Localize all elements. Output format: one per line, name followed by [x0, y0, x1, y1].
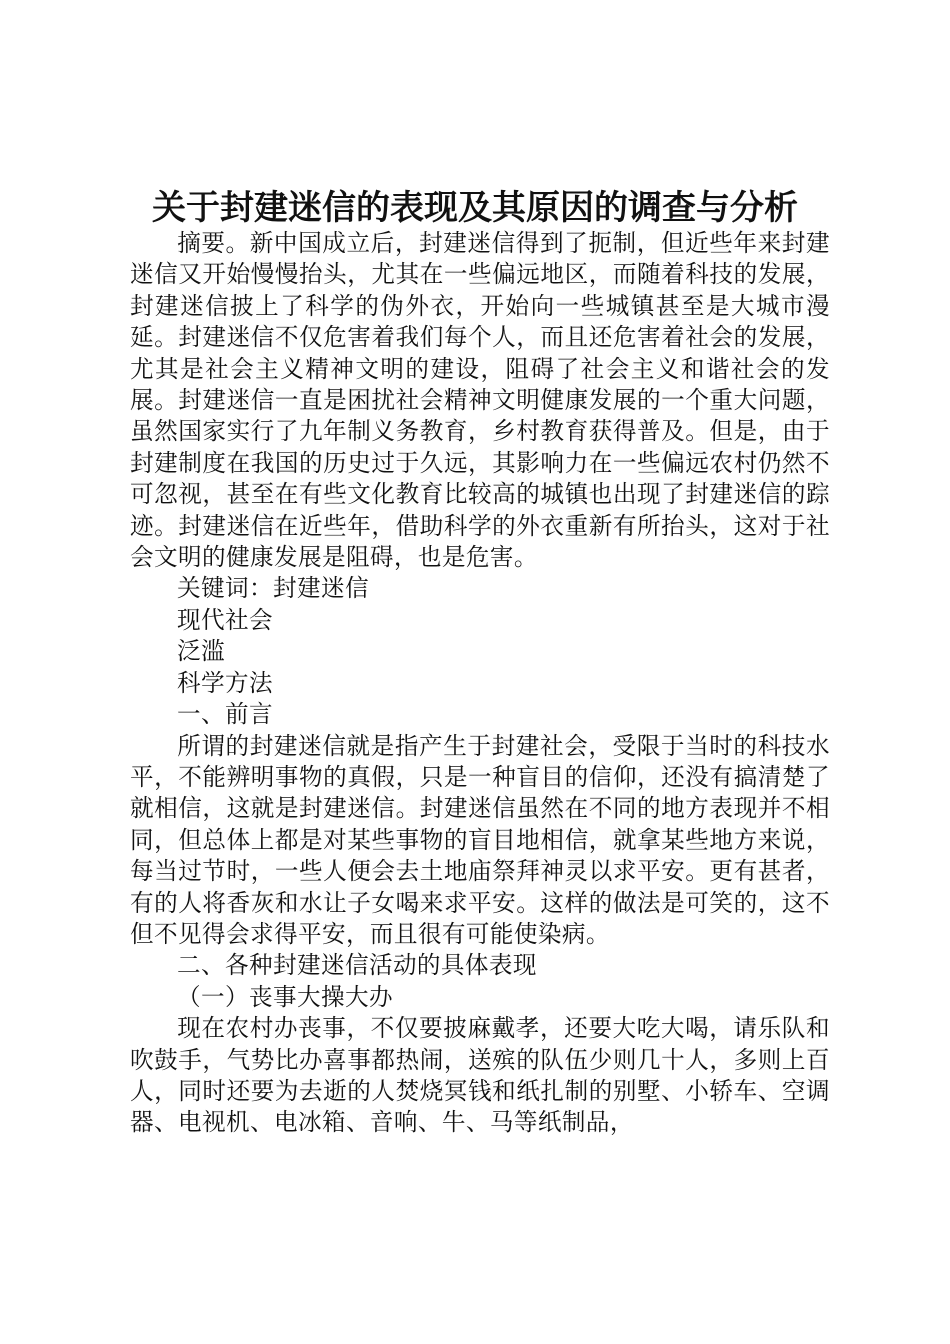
- keyword-item: 现代社会: [177, 605, 273, 634]
- keywords-line: 关键词：封建迷信: [177, 574, 369, 603]
- preface-paragraph: 所谓的封建迷信就是指产生于封建社会，受限于当时的科技水平，不能辨明事物的真假，只是一种盲目的信仰，还没有搞清楚了就相信，这就是封建迷信。封建迷信虽然在不同的地方表现并不相同，但总体上都是对某些事物的盲目地相信，就拿某些地方来说，每当过节时，一些人便会去土地庙祭拜神灵以求平安。更有甚者，有的人将香灰和水让子女喝来求平安。这样的做法是可笑的，这不但不见得会求得平安，而且很有可能使染病。: [130, 731, 830, 948]
- funerals-paragraph: 现在农村办丧事，不仅要披麻戴孝，还要大吃大喝，请乐队和吹鼓手，气势比办喜事都热闹，送殡的队伍少则几十人，多则上百人，同时还要为去逝的人焚烧冥钱和纸扎制的别墅、小轿车、空调器、电视机、电冰箱、音响、牛、马等纸制品，: [130, 1014, 830, 1137]
- document-title: 关于封建迷信的表现及其原因的调查与分析: [152, 188, 798, 228]
- abstract-paragraph: 摘要。新中国成立后，封建迷信得到了扼制，但近些年来封建迷信又开始慢慢抬头，尤其在一些偏远地区，而随着科技的发展，封建迷信披上了科学的伪外衣，开始向一些城镇甚至是大城市漫延。封建迷信不仅危害着我们每个人，而且还危害着社会的发展，尤其是社会主义精神文明的建设，阻碍了社会主义和谐社会的发展。封建迷信一直是困扰社会精神文明健康发展的一个重大问题，虽然国家实行了九年制义务教育，乡村教育获得普及。但是，由于封建制度在我国的历史过于久远，其影响力在一些偏远农村仍然不可忽视，甚至在有些文化教育比较高的城镇也出现了封建迷信的踪迹。封建迷信在近些年，借助科学的外衣重新有所抬头，这对于社会文明的健康发展是阻碍，也是危害。: [130, 229, 830, 572]
- section-heading-manifestations: 二、各种封建迷信活动的具体表现: [177, 951, 537, 980]
- keyword-item: 科学方法: [177, 668, 273, 697]
- subsection-heading-funerals: （一）丧事大操大办: [177, 982, 393, 1011]
- document-body: [130, 228, 830, 1139]
- keyword-item: 泛滥: [177, 637, 225, 666]
- section-heading-preface: 一、前言: [177, 700, 273, 729]
